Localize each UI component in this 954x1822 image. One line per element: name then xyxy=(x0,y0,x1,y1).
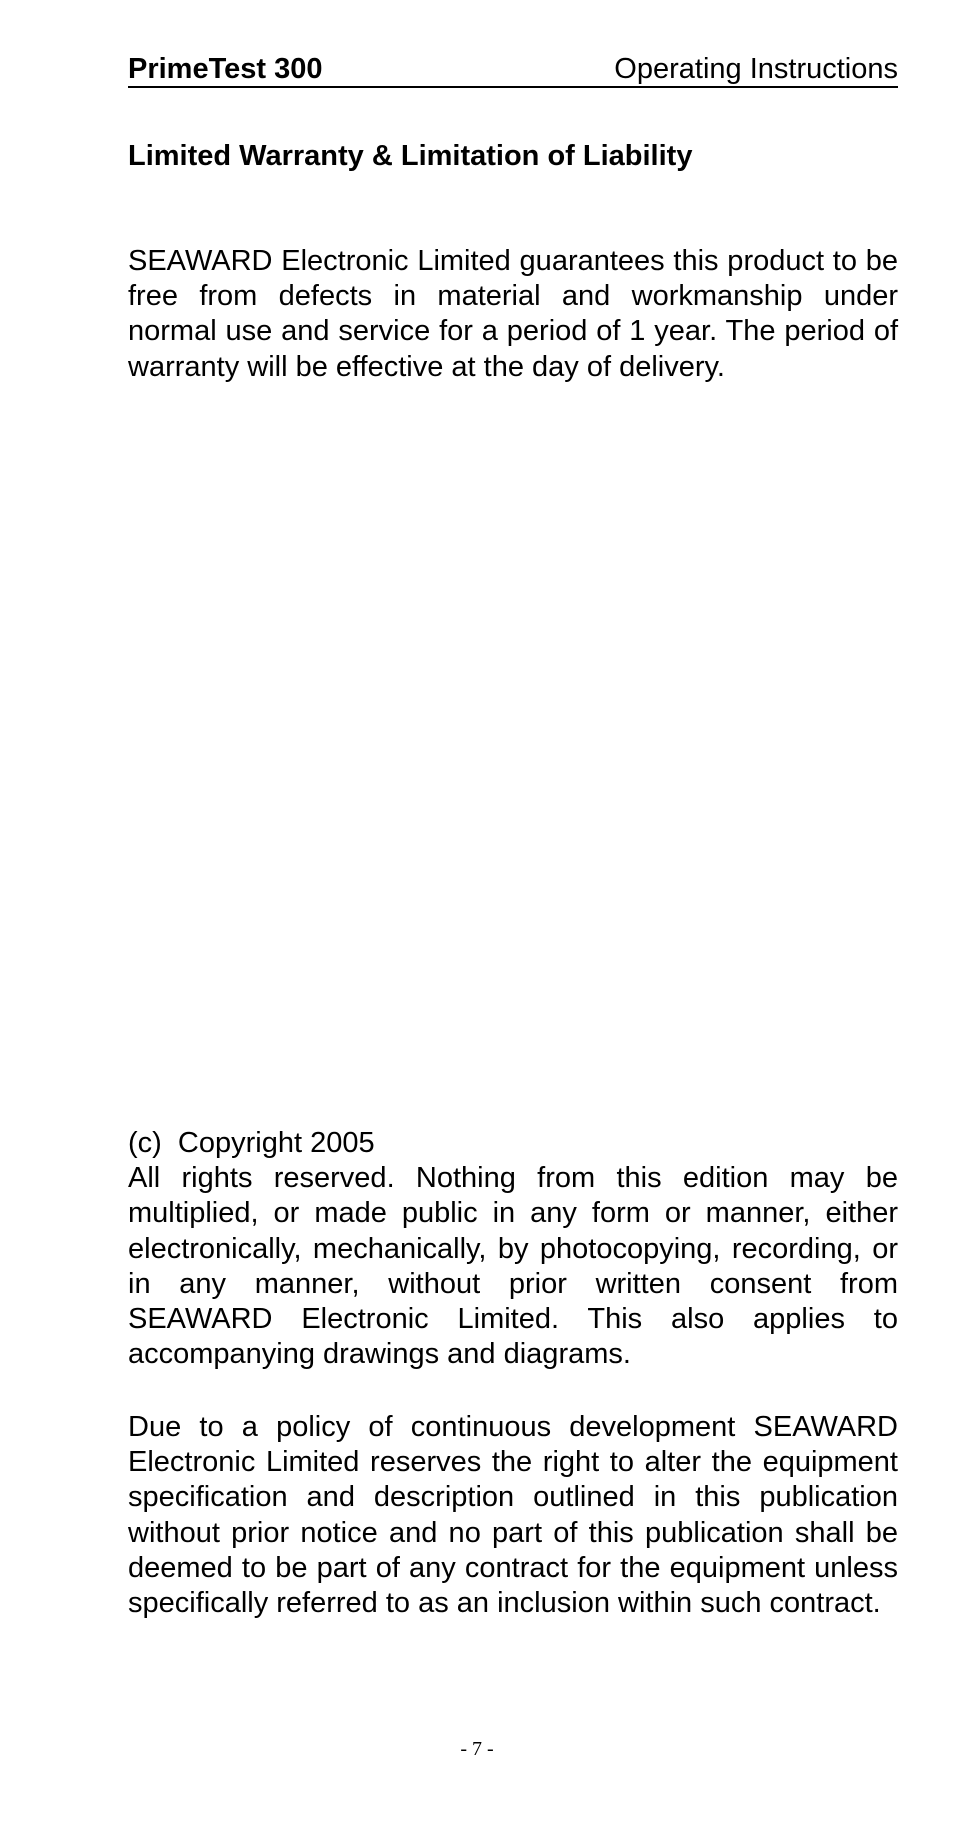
header-product-name: PrimeTest 300 xyxy=(128,53,323,85)
header-document-type: Operating Instructions xyxy=(614,53,898,85)
copyright-notice: (c) Copyright 2005 xyxy=(128,1127,375,1159)
warranty-paragraph: SEAWARD Electronic Limited guarantees this product to be free from defects in material and workmanship under normal use and service for a period of 1 year. The period of warranty will be effective at the day of delivery. xyxy=(128,245,898,383)
policy-paragraph: Due to a policy of continuous development SEAWARD Electronic Limited reserves the right to alter the equipment specification and description outlined in this publication without prior notice and no part of this publication shall be deemed to be part of any contract for the equipment unless specifically referred to as an inclusion within such contract. xyxy=(128,1411,898,1620)
rights-paragraph: All rights reserved. Nothing from this edition may be multiplied, or made public in any form or manner, either electronically, mechanically, by photocopying, recording, or in any manner, without prior written consent from SEAWARD Electronic Limited. This also applies to accompanying drawings and diagrams. xyxy=(128,1162,898,1371)
section-title: Limited Warranty & Limitation of Liability xyxy=(128,140,693,172)
copyright-block xyxy=(128,1126,898,1372)
page-number: - 7 - xyxy=(460,1738,494,1760)
page-header xyxy=(128,50,898,88)
